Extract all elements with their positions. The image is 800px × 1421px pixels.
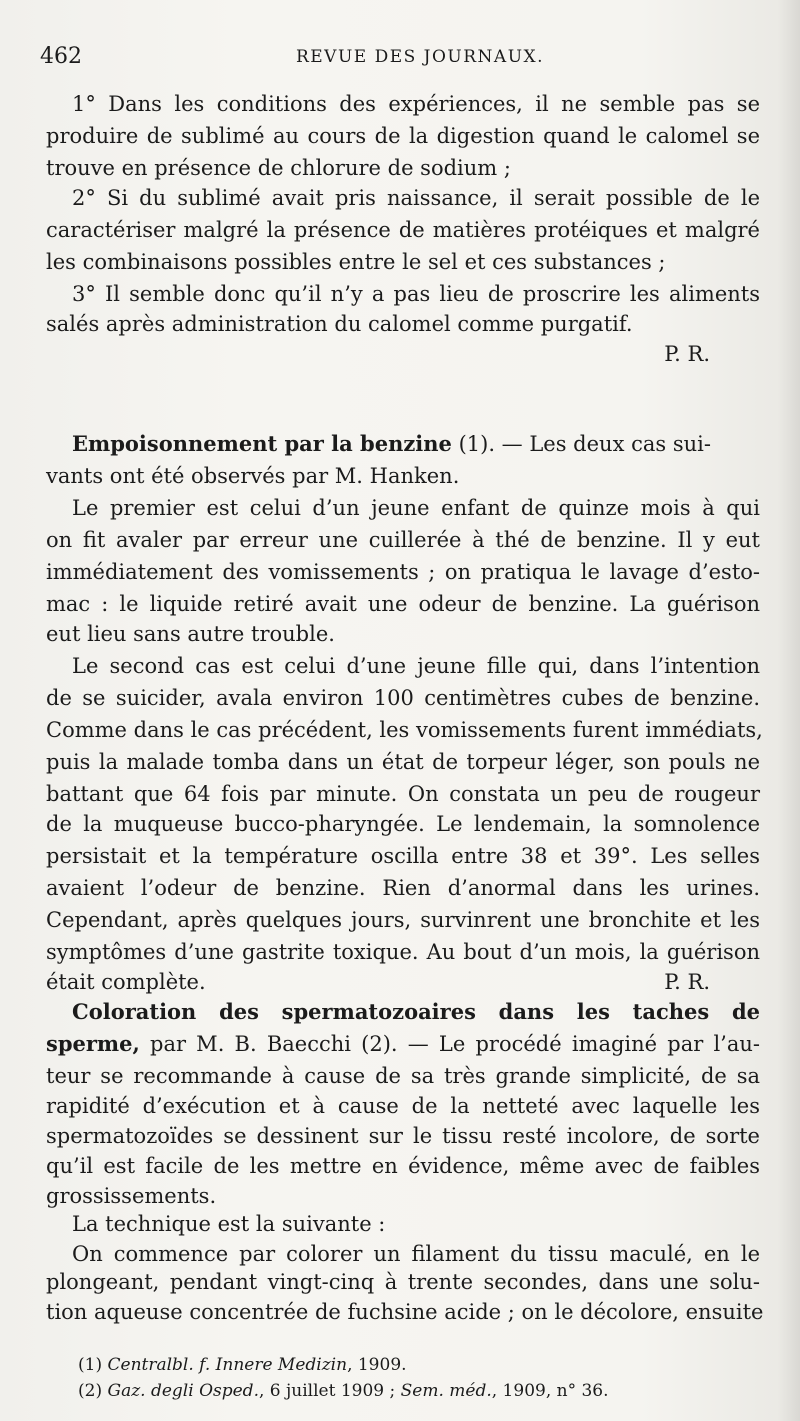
footnotes (78, 1352, 728, 1404)
journal-title: REVUE DES JOURNAUX. (295, 47, 545, 67)
paragraph-line: grossissements. (46, 1184, 217, 1208)
paragraph-line: Cependant, après quelques jours, survinrent une bronchite et les (46, 908, 760, 932)
paragraph-line: était complète. (46, 970, 206, 994)
section-title: Empoisonnement par la benzine (72, 431, 452, 456)
heading-continuation: — Les deux cas sui- (495, 432, 711, 456)
paragraph-line: immédiatement des vomissements ; on pratiqua le lavage d’esto- (46, 560, 760, 584)
running-head (40, 44, 760, 74)
paragraph-line: persistait et la température oscilla entre 38 et 39°. Les selles (46, 844, 760, 868)
byline: par M. B. Baecchi (2). — Le procédé imaginé par l’au- (139, 1032, 760, 1056)
section-title-end: sperme, (46, 1031, 140, 1056)
paragraph-line: mac : le liquide retiré avait une odeur de benzine. La guérison (46, 592, 760, 616)
paragraph-line: on fit avaler par erreur une cuillerée à thé de benzine. Il y eut (46, 528, 760, 552)
paragraph-line: les combinaisons possibles entre le sel et ces substances ; (46, 250, 666, 274)
footnote-source: Sem. méd. (400, 1381, 492, 1401)
paragraph-line: caractériser malgré la présence de matières protéiques et malgré (46, 218, 760, 242)
section-heading-line (72, 428, 760, 460)
paragraph-line: On commence par colorer un filament du tissu maculé, en le (72, 1242, 760, 1266)
footnote-mark: (2) (78, 1381, 103, 1401)
paragraph-line: rapidité d’exécution et à cause de la netteté avec laquelle les (46, 1094, 760, 1118)
footnote-mark: (1) (78, 1355, 103, 1375)
paragraph-line: plongeant, pendant vingt-cinq à trente secondes, dans une solu- (46, 1270, 760, 1294)
footnote-rest: , 1909, n° 36. (491, 1381, 609, 1401)
paragraph-line: salés après administration du calomel comme purgatif. (46, 312, 633, 336)
footnote-source: Gaz. degli Osped. (107, 1381, 259, 1401)
page-number: 462 (40, 44, 82, 69)
author-initials: P. R. (664, 342, 710, 366)
footnote-rest: , 1909. (347, 1355, 407, 1375)
paragraph-line: Comme dans le cas précédent, les vomissements furent immédiats, (46, 718, 763, 742)
paragraph-line: tion aqueuse concentrée de fuchsine acide ; on le décolore, ensuite (46, 1300, 764, 1324)
paragraph-line: battant que 64 fois par minute. On constata un peu de rougeur (46, 782, 760, 806)
footnote-source: Centralbl. f. Innere Medizin (107, 1355, 348, 1375)
paragraph-line: puis la malade tomba dans un état de torpeur léger, son pouls ne (46, 750, 760, 774)
paragraph-line: qu’il est facile de les mettre en évidence, même avec de faibles (46, 1154, 760, 1178)
paragraph-line: 3° Il semble donc qu’il n’y a pas lieu de proscrire les aliments (72, 282, 760, 306)
paragraph-line: spermatozoïdes se dessinent sur le tissu resté incolore, de sorte (46, 1124, 760, 1148)
page-edge-shadow (778, 0, 800, 1421)
paragraph-line: de se suicider, avala environ 100 centimètres cubes de benzine. (46, 686, 760, 710)
paragraph-line: La technique est la suivante : (72, 1212, 386, 1236)
paragraph-line: teur se recommande à cause de sa très grande simplicité, de sa (46, 1064, 760, 1088)
paragraph-line: produire de sublimé au cours de la digestion quand le calomel se (46, 124, 760, 148)
author-initials: P. R. (664, 970, 710, 994)
paragraph-line: vants ont été observés par M. Hanken. (46, 464, 460, 488)
section-title: Coloration des spermatozoaires dans les taches de (72, 999, 760, 1024)
footnote-ref: (1). (451, 432, 495, 456)
footnote (78, 1352, 728, 1378)
paragraph-line: trouve en présence de chlorure de sodium ; (46, 156, 511, 180)
paragraph-line: de la muqueuse bucco-pharyngée. Le lendemain, la somnolence (46, 812, 760, 836)
paragraph-line: 2° Si du sublimé avait pris naissance, il serait possible de le (72, 186, 760, 210)
footnote (78, 1378, 728, 1404)
paragraph-line: symptômes d’une gastrite toxique. Au bout d’un mois, la guérison (46, 940, 760, 964)
paragraph-line: eut lieu sans autre trouble. (46, 622, 335, 646)
paragraph-line: Le premier est celui d’un jeune enfant de quinze mois à qui (72, 496, 760, 520)
paragraph-line: avaient l’odeur de benzine. Rien d’anormal dans les urines. (46, 876, 760, 900)
section-heading-line (46, 1028, 760, 1060)
paragraph-line: 1° Dans les conditions des expériences, il ne semble pas se (72, 92, 760, 116)
paragraph-line: Le second cas est celui d’une jeune fille qui, dans l’intention (72, 654, 760, 678)
footnote-rest: , 6 juillet 1909 ; (258, 1381, 401, 1401)
